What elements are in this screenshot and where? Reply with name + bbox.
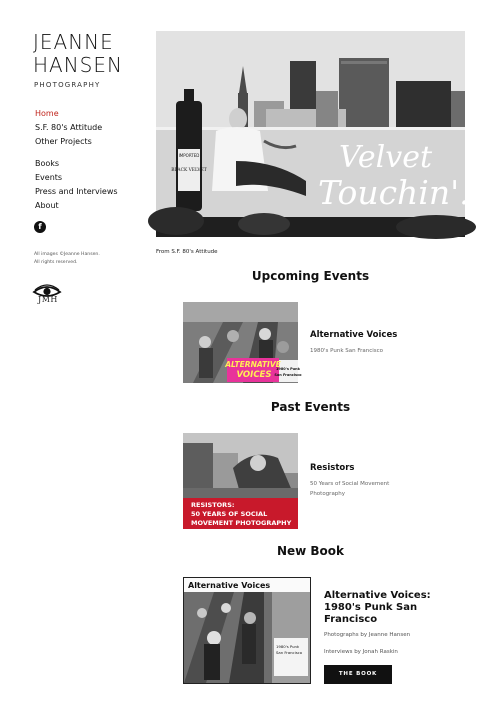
- book-cover-sub-2: San Francisco: [276, 650, 303, 655]
- hero-caption-link[interactable]: S.F. 80's Attitude: [171, 249, 218, 255]
- book-credit-photographs: Photographs by Jeanne Hansen: [324, 632, 411, 638]
- upcoming-events-heading: Upcoming Events: [251, 269, 370, 283]
- main-nav: [35, 107, 118, 213]
- upcoming-thumb-text-4: San Francisco: [274, 373, 302, 377]
- book-title[interactable]: Alternative Voices: 1980's Punk San Francisco: [324, 590, 431, 625]
- hero-bottle-label-main: BLACK VELVET: [171, 168, 207, 173]
- hero-billboard-line-1: Velvet: [339, 140, 433, 175]
- copyright-line-1: All images ©Jeanne Hansen.: [34, 252, 100, 257]
- upcoming-thumb-text-3: 1980's Punk: [276, 367, 300, 371]
- facebook-icon[interactable]: f: [34, 221, 46, 233]
- nav-item-about[interactable]: About: [35, 201, 59, 210]
- past-events-heading: Past Events: [270, 400, 351, 414]
- nav-item-sf-80s-attitude[interactable]: S.F. 80's Attitude: [35, 123, 103, 132]
- the-book-button[interactable]: THE BOOK: [324, 665, 392, 684]
- past-event-subtitle-line-1: 50 Years of Social Movement: [310, 481, 390, 487]
- nav-item-events[interactable]: Events: [35, 173, 63, 182]
- hero-bottle-label-top: IMPORTED: [178, 153, 200, 158]
- past-event-thumbnail[interactable]: [183, 433, 298, 529]
- nav-item-home[interactable]: Home: [35, 109, 59, 118]
- new-book-heading: New Book: [276, 544, 345, 558]
- past-event-subtitle-line-2: Photography: [310, 491, 346, 497]
- nav-item-press[interactable]: Press and Interviews: [35, 187, 118, 196]
- copyright-line-2: All rights reserved.: [34, 260, 78, 265]
- brand-name[interactable]: JEANNE HANSEN: [33, 30, 123, 77]
- past-thumb-line-2: 50 YEARS OF SOCIAL: [191, 510, 268, 518]
- hero-caption: [156, 249, 218, 255]
- upcoming-event-title[interactable]: Alternative Voices: [310, 330, 398, 340]
- book-cover-thumbnail[interactable]: [183, 577, 311, 684]
- nav-item-other-projects[interactable]: Other Projects: [35, 137, 92, 146]
- past-event-title[interactable]: Resistors: [310, 463, 355, 473]
- hero-caption-prefix: From: [156, 249, 170, 255]
- book-cover-sub-1: 1980's Punk: [276, 644, 300, 649]
- book-cover-title: Alternative Voices: [188, 581, 271, 590]
- past-thumb-line-3: MOVEMENT PHOTOGRAPHY: [191, 519, 292, 527]
- copyright-notice: [34, 251, 124, 267]
- hero-billboard-line-2: Touchin'.: [318, 173, 470, 212]
- brand-subtitle: PHOTOGRAPHY: [34, 81, 101, 89]
- upcoming-event-subtitle: 1980's Punk San Francisco: [310, 348, 384, 354]
- upcoming-event-thumbnail[interactable]: [183, 302, 302, 383]
- book-credit-interviews: Interviews by Jonah Raskin: [324, 649, 398, 655]
- nav-item-books[interactable]: Books: [35, 159, 60, 168]
- nav-gap: [35, 149, 118, 157]
- hero-photo[interactable]: [156, 31, 470, 237]
- upcoming-thumb-text-1: ALTERNATIVE: [225, 360, 281, 369]
- past-thumb-line-1: RESISTORS:: [191, 501, 235, 509]
- logo-monogram: JMH: [38, 295, 58, 304]
- past-event-subtitle: [310, 479, 389, 499]
- upcoming-thumb-text-2: VOICES: [236, 370, 272, 380]
